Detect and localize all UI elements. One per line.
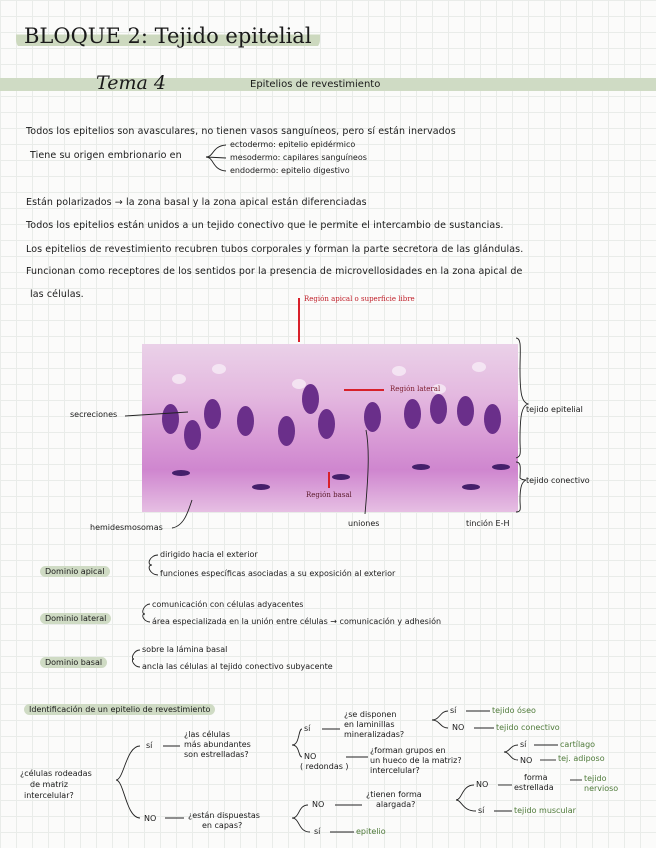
- figure-label-secreciones: secreciones: [70, 410, 118, 419]
- key-no: NO: [520, 756, 533, 765]
- key-forma-estrellada: forma estrellada: [514, 773, 554, 792]
- key-si: sí: [520, 740, 527, 749]
- key-si: sí: [304, 724, 311, 733]
- key-result-nervioso: tejido nervioso: [584, 774, 619, 793]
- dominio-apical-label: Dominio apical: [40, 566, 110, 577]
- key-q2: ¿las células más abundantes son estrelladas?: [184, 730, 251, 759]
- paragraph: Todos los epitelios están unidos a un tejido conectivo que le permite el intercambio de sustancias.: [26, 220, 504, 231]
- figure-label-apical: Región apical o superficie libre: [304, 295, 415, 303]
- figure-label-tejido-conectivo: tejido conectivo: [526, 476, 590, 485]
- key-result-oseo: tejido óseo: [492, 706, 536, 715]
- key-q5: ¿forman grupos en un hueco de la matriz? intercelular?: [370, 746, 462, 775]
- key-result-cartilago: cartílago: [560, 740, 596, 749]
- key-q1: ¿células rodeadas de matriz intercelular?: [20, 769, 92, 800]
- dominio-item: sobre la lámina basal: [142, 645, 228, 654]
- key-q6: ¿tienen forma alargada?: [366, 790, 422, 809]
- key-si: sí: [450, 706, 457, 715]
- key-q4: ¿se disponen en laminillas mineralizadas?: [344, 710, 405, 739]
- origin-item: ectodermo: epitelio epidérmico: [230, 140, 356, 149]
- dominio-item: área especializada en la unión entre células → comunicación y adhesión: [152, 617, 442, 626]
- key-no: NO: [312, 800, 325, 809]
- key-result-epitelio: epitelio: [356, 827, 386, 836]
- figure-label-uniones: uniones: [348, 519, 380, 528]
- paragraph: las células.: [30, 289, 84, 300]
- dominio-item: comunicación con células adyacentes: [152, 600, 304, 609]
- key-si: sí: [146, 741, 153, 750]
- key-result-conectivo: tejido conectivo: [496, 723, 560, 732]
- origin-label: Tiene su origen embrionario en: [30, 150, 182, 161]
- key-si: sí: [314, 827, 321, 836]
- paragraph: Funcionan como receptores de los sentidos por la presencia de microvellosidades en la zona apical de: [26, 266, 523, 277]
- figure-label-hemidesmosomas: hemidesmosomas: [90, 523, 163, 532]
- dominio-item: ancla las células al tejido conectivo subyacente: [142, 662, 333, 671]
- paragraph: Los epitelios de revestimiento recubren tubos corporales y forman la parte secretora de las glándulas.: [26, 244, 524, 255]
- key-no: NO: [476, 780, 489, 789]
- page-title: BLOQUE 2: Tejido epitelial: [16, 22, 320, 50]
- origin-item: mesodermo: capilares sanguíneos: [230, 153, 367, 162]
- origin-item: endodermo: epitelio digestivo: [230, 166, 350, 175]
- key-no: NO: [452, 723, 465, 732]
- key-no-redondas: NO ( redondas ): [300, 752, 349, 771]
- figure-label-tincion: tinción E-H: [466, 519, 510, 528]
- dominio-item: dirigido hacia el exterior: [160, 550, 258, 559]
- dominio-lateral-label: Dominio lateral: [40, 613, 111, 624]
- figure-label-lateral: Región lateral: [390, 385, 441, 393]
- dominio-basal-label: Dominio basal: [40, 657, 107, 668]
- figure-label-tejido-epitelial: tejido epitelial: [526, 405, 583, 414]
- key-no: NO: [144, 814, 157, 823]
- intro-line: Todos los epitelios son avasculares, no tienen vasos sanguíneos, pero sí están inervados: [26, 126, 456, 137]
- paragraph: Están polarizados → la zona basal y la zona apical están diferenciadas: [26, 197, 367, 208]
- subtitle: Epitelios de revestimiento: [250, 79, 381, 90]
- figure-label-basal: Región basal: [306, 491, 352, 499]
- key-result-adiposo: tej. adiposo: [558, 754, 605, 763]
- dominio-item: funciones específicas asociadas a su exposición al exterior: [160, 569, 396, 578]
- key-q3: ¿están dispuestas en capas?: [188, 811, 260, 830]
- key-heading: Identificación de un epitelio de revestimiento: [24, 704, 215, 715]
- tema-label: Tema 4: [96, 72, 166, 94]
- key-si: sí: [478, 806, 485, 815]
- key-result-muscular: tejido muscular: [514, 806, 576, 815]
